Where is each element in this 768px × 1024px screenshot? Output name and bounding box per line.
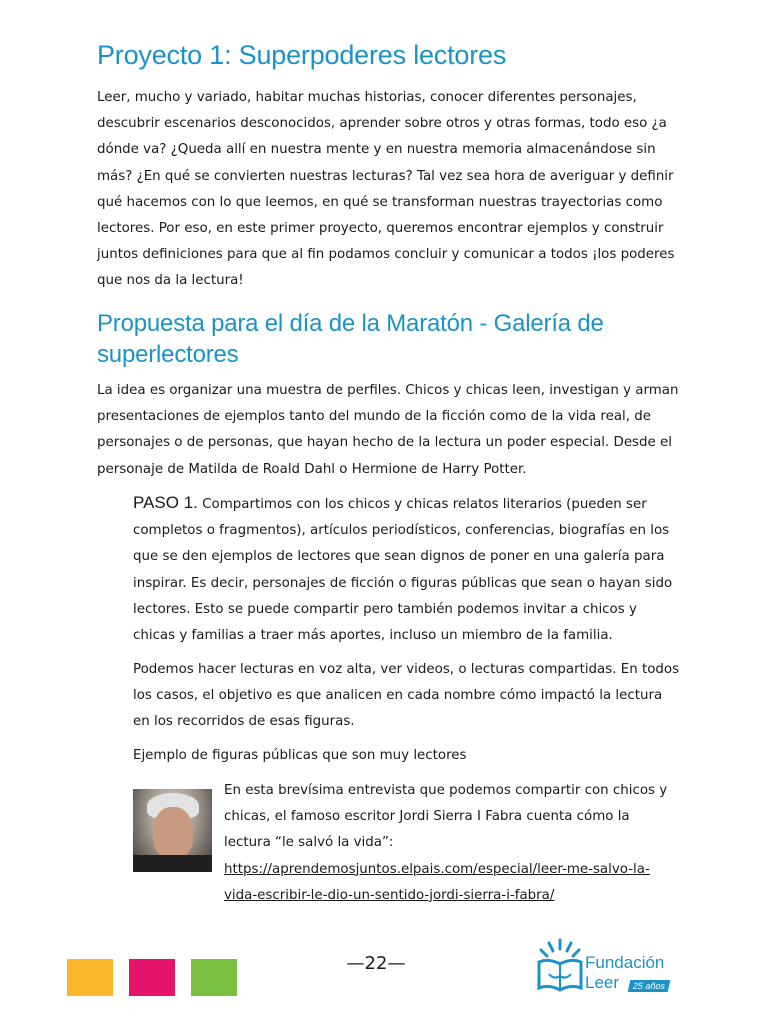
intro-paragraph: Leer, mucho y variado, habitar muchas historias, conocer diferentes personajes, descubrir escenarios desconocidos, aprender sobre otros y otras formas, todo eso ¿a dónde va? ¿Queda allí en nuestra mente y en nuestra memoria almacenándose sin más? ¿En qué se convierten nuestras lecturas? Tal vez sea hora de averiguar y definir qué hacemos con lo que leemos, en qué se transforman nuestras trayectorias como lectores. Por eso, en este primer proyecto, queremos encontrar ejemplos y construir juntos definiciones para que al fin podamos concluir y comunicar a todos ¡los poderes que nos da la lectura! (97, 90, 675, 289)
logo-badge: 25 años (628, 980, 671, 992)
interview-text: En esta brevísima entrevista que podemos compartir con chicos y chicas, el famoso escritor Jordi Sierra I Fabra cuenta cómo la lectura “le salvó la vida”: (224, 783, 668, 851)
author-photo (133, 789, 212, 872)
green-square (191, 959, 237, 996)
photo-face (153, 807, 193, 859)
yellow-square (67, 959, 113, 996)
fundacion-leer-logo (535, 936, 685, 1000)
page-number: —22— (346, 953, 406, 974)
book-sun-icon (535, 936, 585, 1000)
activities-paragraph: Podemos hacer lecturas en voz alta, ver videos, o lecturas compartidas. En todos los casos, el objetivo es que analicen en cada nombre cómo impactó la lectura en los recorridos de esas figuras. (133, 662, 680, 730)
example-heading: Ejemplo de figuras públicas que son muy lectores (133, 748, 467, 763)
section-title: Propuesta para el día de la Maratón - Galería de superlectores (97, 310, 604, 368)
interview-paragraph (224, 778, 679, 909)
photo-jacket (133, 855, 212, 872)
pink-square (129, 959, 175, 996)
interview-link[interactable]: https://aprendemosjuntos.elpais.com/especial/leer-me-salvo-la-vida-escribir-le-dio-un-sentido-jordi-sierra-i-fabra/ (224, 861, 650, 903)
page-title: Proyecto 1: Superpoderes lectores (97, 40, 507, 70)
logo-line1: Fundación (585, 953, 665, 972)
logo-line2: Leer (585, 973, 620, 992)
paso-paragraph (133, 490, 683, 649)
section-intro-paragraph: La idea es organizar una muestra de perfiles. Chicos y chicas leen, investigan y arman presentaciones de ejemplos tanto del mundo de la ficción como de la vida real, de personajes o de personas, que hayan hecho de la lectura un poder especial. Desde el personaje de Matilda de Roald Dahl o Hermione de Harry Potter. (97, 383, 679, 477)
paso-label: PASO 1. (133, 493, 198, 512)
paso-text: Compartimos con los chicos y chicas relatos literarios (pueden ser completos o fragmentos), artículos periodísticos, conferencias, biografías en los que se den ejemplos de lectores que sean dignos de poner en una galería para inspirar. Es decir, personajes de ficción o figuras públicas que sean o hayan sido lectores. Esto se puede compartir pero también podemos invitar a chicos y chicas y familias a traer más aportes, incluso un miembro de la familia. (133, 497, 673, 644)
